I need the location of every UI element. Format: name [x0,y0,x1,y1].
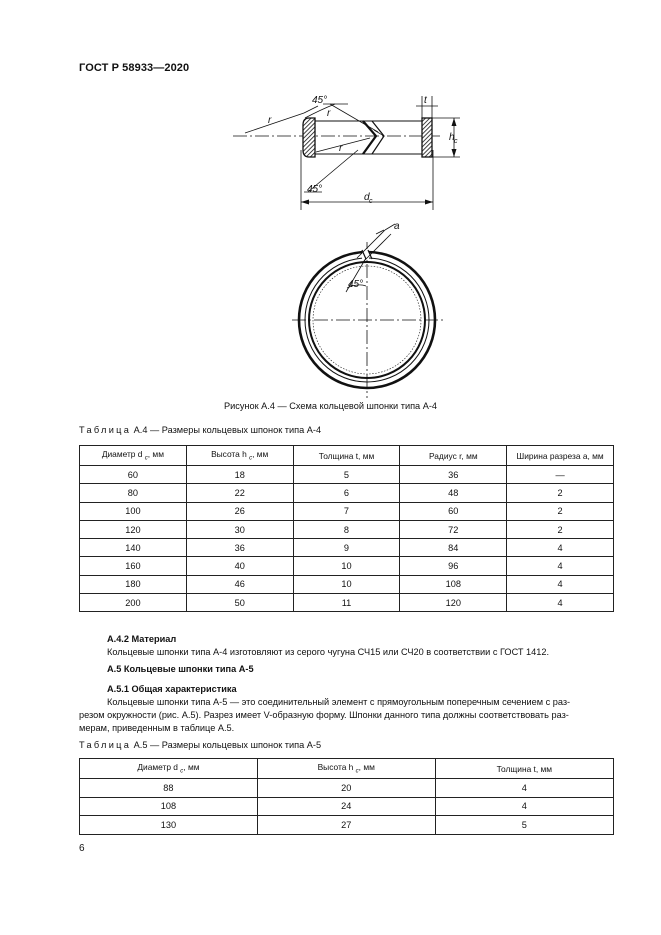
table-cell: 96 [400,557,507,575]
figure-a4-drawing [0,0,661,400]
table-cell: 108 [80,797,258,816]
col-header-diameter: Диаметр d $_c$, мм [80,446,187,466]
table-cell: 10 [293,557,400,575]
col-header-height: Высота h $_c$, мм [186,446,293,466]
table-cell: 26 [186,502,293,520]
table-cell: — [507,466,614,484]
table-cell: 4 [507,594,614,612]
table-cell: 36 [186,539,293,557]
section-a5-title: А.5 Кольцевые шпонки типа А-5 [107,664,254,674]
table-cell: 200 [80,594,187,612]
table-row [80,520,614,538]
table-cell: 180 [80,575,187,593]
table-a5 [79,758,614,835]
table-cell: 88 [80,779,258,798]
table-row [80,779,614,798]
table-cell: 4 [435,779,613,798]
label-r-upper: r [327,108,331,119]
section-a42-title: А.4.2 Материал [107,634,177,644]
table-cell: 10 [293,575,400,593]
table-cell: 40 [186,557,293,575]
table-a4 [79,445,614,612]
table-cell: 46 [186,575,293,593]
col-header-cut-width: Ширина разреза a, мм [507,446,614,466]
table-row [80,816,614,835]
page-number: 6 [79,843,85,854]
table-row [80,466,614,484]
col-header-height: Высота h $_c$, мм [257,759,435,779]
table-cell: 4 [435,797,613,816]
label-h-sub: c [454,138,458,145]
table-cell: 11 [293,594,400,612]
table-row [80,575,614,593]
table-cell: 4 [507,557,614,575]
table-cell: 120 [80,520,187,538]
col-header-radius: Радиус r, мм [400,446,507,466]
table-row [80,797,614,816]
table-cell: 2 [507,502,614,520]
table-cell: 5 [293,466,400,484]
plan-view [292,224,444,398]
table-a4-caption-text: А.4 — Размеры кольцевых шпонок типа А-4 [131,425,322,435]
label-h: h [449,132,455,143]
label-angle-45-bottom: 45° [307,184,323,195]
figure-caption: Рисунок А.4 — Схема кольцевой шпонки типа А-4 [223,401,438,411]
col-header-diameter: Диаметр d $_c$, мм [80,759,258,779]
table-cell: 9 [293,539,400,557]
label-angle-45-plan: 45° [348,279,364,290]
table-cell: 140 [80,539,187,557]
table-cell: 22 [186,484,293,502]
table-cell: 27 [257,816,435,835]
table-cell: 72 [400,520,507,538]
label-a: a [394,221,400,232]
table-cell: 2 [507,484,614,502]
table-a5-caption-text: А.5 — Размеры кольцевых шпонок типа А-5 [131,740,322,750]
col-header-thickness: Толщина t, мм [293,446,400,466]
table-cell: 50 [186,594,293,612]
table-cell: 4 [507,539,614,557]
table-a4-caption [79,425,321,435]
section-a51-line1: Кольцевые шпонки типа А-5 — это соединительный элемент с прямоугольным поперечным сечением с раз- [107,697,571,707]
table-row [80,594,614,612]
side-view [233,96,460,210]
table-a4-caption-prefix: Таблица [79,425,132,435]
table-cell: 20 [257,779,435,798]
table-cell: 30 [186,520,293,538]
table-cell: 84 [400,539,507,557]
table-header-row [80,759,614,779]
section-a51-line3: мерам, приведенным в таблице А.5. [79,723,235,733]
table-cell: 2 [507,520,614,538]
table-cell: 36 [400,466,507,484]
table-cell: 6 [293,484,400,502]
table-cell: 60 [80,466,187,484]
label-angle-45-top: 45° [312,95,328,106]
table-cell: 4 [507,575,614,593]
table-cell: 5 [435,816,613,835]
document-header: ГОСТ Р 58933—2020 [79,62,190,74]
table-cell: 120 [400,594,507,612]
label-d-sub: c [369,198,373,205]
section-a51-title: А.5.1 Общая характеристика [107,684,237,694]
section-a42-text: Кольцевые шпонки типа А-4 изготовляют из серого чугуна СЧ15 или СЧ20 в соответствии с ГОСТ 1412. [107,647,550,657]
section-a51-line2: резом окружности (рис. А.5). Разрез имеет V-образную форму. Шпонки данного типа должны соответствовать раз- [79,710,569,720]
table-header-row [80,446,614,466]
label-t: t [424,95,427,106]
table-cell: 100 [80,502,187,520]
table-cell: 48 [400,484,507,502]
label-r-lower: r [339,143,343,154]
col-header-thickness: Толщина t, мм [435,759,613,779]
label-d: d [364,192,370,203]
table-row [80,484,614,502]
table-a5-caption-prefix: Таблица [79,740,132,750]
table-row [80,557,614,575]
table-cell: 24 [257,797,435,816]
table-row [80,539,614,557]
table-cell: 80 [80,484,187,502]
table-cell: 7 [293,502,400,520]
table-cell: 160 [80,557,187,575]
table-a5-caption [79,740,321,750]
label-r-outer: r [268,115,272,126]
table-row [80,502,614,520]
table-cell: 130 [80,816,258,835]
table-cell: 8 [293,520,400,538]
table-cell: 108 [400,575,507,593]
table-cell: 18 [186,466,293,484]
table-cell: 60 [400,502,507,520]
